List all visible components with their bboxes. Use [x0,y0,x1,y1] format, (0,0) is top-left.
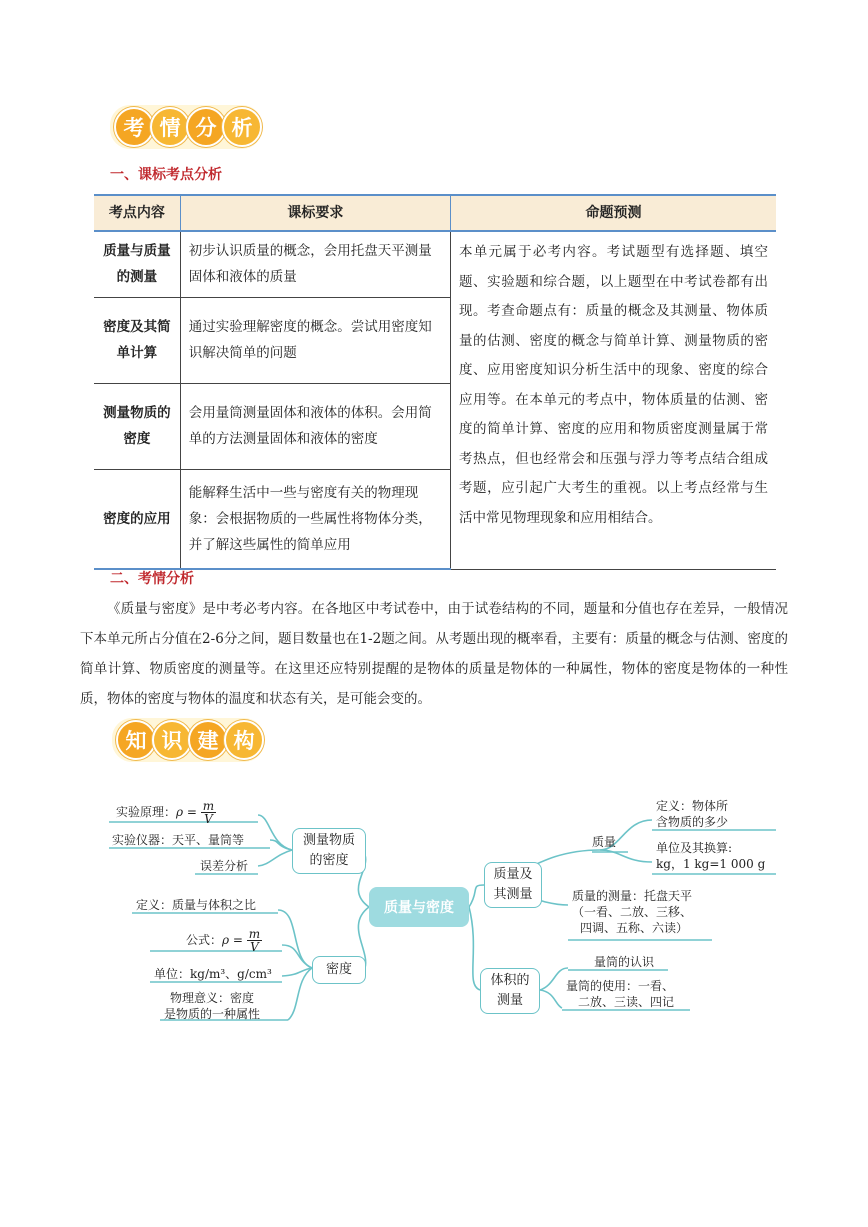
leaf-error: 误差分析 [200,859,249,873]
badge-char: 构 [224,720,264,760]
formula-numerator: m [202,799,215,813]
header-prediction: 命题预测 [450,195,776,231]
formula-fraction [201,800,216,825]
leaf-mass: 质量 [592,835,617,849]
requirement-cell: 会用量筒测量固体和液体的体积。会用简单的方法测量固体和液体的密度 [180,383,450,469]
topic-cell: 密度及其简单计算 [94,297,180,383]
prediction-cell: 本单元属于必考内容。考试题型有选择题、填空题、实验题和综合题，以上题型在中考试卷都有出现。考查命题点有：质量的概念及其测量、物体质量的估测、密度的概念与简单计算、测量物质的密度、应用密度知识分析生活中的现象、密度的综合应用等。在本单元的考点中，物体质量的估测、密度的简单计算、密度的应用和物质密度测量属于常考热点，但也经常会和压强与浮力等考点结合组成考题，应引起广大考生的重视。以上考点经常与生活中常见物理现象和应用相结合。 [450,231,776,569]
leaf-formula-label: 公式： [186,933,223,947]
leaf-mass-def [656,798,728,830]
leaf-unit: 单位：kg/m³、g/cm³ [154,967,272,981]
formula-fraction [247,928,262,953]
leaf-line: 定义：物体所 [656,799,729,813]
leaf-principle [116,800,216,825]
leaf-cylinder-use [566,978,674,1010]
formula-denominator: V [250,940,259,954]
badge-char: 识 [152,720,192,760]
mindmap-center-node: 质量与密度 [369,887,469,927]
header-topic: 考点内容 [94,195,180,231]
leaf-line: 二放、三读、四记 [578,995,675,1009]
badge-char: 分 [186,107,226,147]
leaf-meaning-line: 物理意义：密度 [170,991,255,1005]
leaf-line: 量筒的使用：一看、 [566,979,675,993]
leaf-instruments: 实验仪器：天平、量筒等 [112,833,245,847]
node-density: 密度 [312,956,366,984]
leaf-line: （一看、二放、三移、 [572,905,693,919]
badge-char: 析 [222,107,262,147]
topic-cell: 密度的应用 [94,469,180,569]
leaf-line: 含物质的多少 [656,815,729,829]
requirement-cell: 初步认识质量的概念，会用托盘天平测量固体和液体的质量 [180,231,450,297]
leaf-line: kg，1 kg=1 000 g [656,857,766,871]
leaf-definition: 定义：质量与体积之比 [136,898,257,912]
leaf-cylinder-know: 量筒的认识 [594,955,655,969]
section-title-standards: 一、课标考点分析 [110,167,222,183]
node-label: 测量物质的密度 [302,833,355,868]
badge-char: 知 [116,720,156,760]
topic-cell: 质量与质量的测量 [94,231,180,297]
badge-char: 考 [114,107,154,147]
badge-char: 情 [150,107,190,147]
node-label: 体积的测量 [490,973,530,1008]
leaf-meaning-line: 是物质的一种属性 [164,1007,261,1021]
formula-rho: ρ = [176,805,197,819]
header-requirement: 课标要求 [180,195,450,231]
node-measure-density [292,828,366,874]
topic-cell: 测量物质的密度 [94,383,180,469]
formula-denominator: V [204,812,213,826]
leaf-formula [186,928,262,953]
leaf-line: 单位及其换算: [656,841,733,855]
leaf-mass-measurement [572,888,692,936]
leaf-meaning [164,990,260,1022]
leaf-line: 质量的测量：托盘天平 [572,889,693,903]
requirement-cell: 通过实验理解密度的概念。尝试用密度知识解决简单的问题 [180,297,450,383]
badge-char: 建 [188,720,228,760]
node-label: 质量及其测量 [493,867,533,902]
formula-rho: ρ = [222,933,243,947]
requirement-cell: 能解释生活中一些与密度有关的物理现象：会根据物质的一些属性将物体分类，并了解这些属性的简单应用 [180,469,450,569]
node-mass-measure [484,862,542,908]
leaf-line: 四调、五称、六读） [580,921,689,935]
leaf-principle-label: 实验原理： [116,805,177,819]
section-title-analysis: 二、考情分析 [110,571,194,587]
analysis-paragraph: 《质量与密度》是中考必考内容。在各地区中考试卷中，由于试卷结构的不同，题量和分值也存在差异，一般情况下本单元所占分值在2-6分之间，题目数量也在1-2题之间。从考题出现的概率看，主要有：质量的概念与估测、密度的简单计算、物质密度的测量等。在这里还应特别提醒的是物体的质量是物体的一种属性，物体的密度是物体的一种性质，物体的密度与物体的温度和状态有关，是可能会变的。 [80,601,788,707]
leaf-mass-unit [656,840,765,872]
formula-numerator: m [248,927,261,941]
node-volume [480,968,540,1014]
